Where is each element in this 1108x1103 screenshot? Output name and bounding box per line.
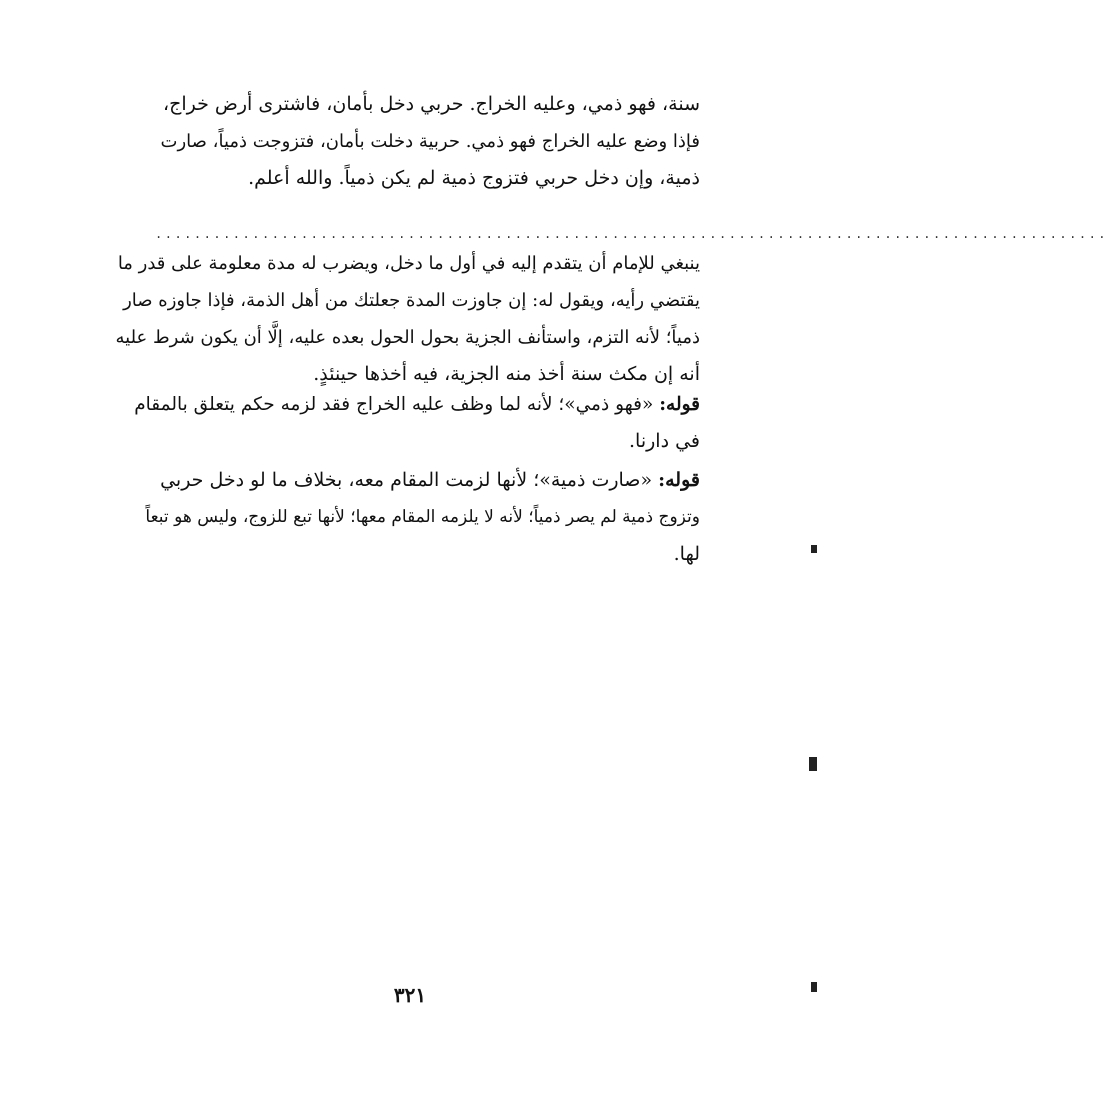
sharh-line: في دارنا. (629, 430, 700, 452)
scan-edge-mark (811, 982, 817, 992)
sharh-line: ينبغي للإمام أن يتقدم إليه في أول ما دخل، ويضرب له مدة معلومة على قدر ما (117, 253, 700, 274)
sharh-text: «فهو ذمي»؛ لأنه لما وظف عليه الخراج فقد لزمه حكم يتعلق بالمقام (134, 394, 660, 415)
scan-edge-mark (809, 757, 817, 771)
sharh-line: أنه إن مكث سنة أخذ منه الجزية، فيه أخذها حينئذٍ. (313, 363, 700, 385)
sharh-paragraph-2 (134, 386, 700, 460)
sharh-paragraph-3 (138, 462, 700, 573)
sharh-paragraph-1 (108, 245, 700, 393)
scan-edge-mark (811, 545, 817, 553)
dotted-separator: .................................................................................................. (155, 227, 1108, 241)
sharh-text: «صارت ذمية»؛ لأنها لزمت المقام معه، بخلاف ما لو دخل حربي (160, 469, 659, 491)
sharh-line (134, 386, 700, 423)
qawlah-label: قوله: (659, 394, 700, 415)
sharh-line (138, 462, 700, 499)
matn-line: فإذا وضع عليه الخراج فهو ذمي. حربية دخلت بأمان، فتزوجت ذمياً، صارت (160, 131, 700, 152)
matn-line: ذمية، وإن دخل حربي فتزوج ذمية لم يكن ذمياً. والله أعلم. (248, 167, 700, 189)
matn-line: سنة، فهو ذمي، وعليه الخراج. حربي دخل بأمان، فاشترى أرض خراج، (162, 93, 700, 115)
sharh-line: ذمياً؛ لأنه التزم، واستأنف الجزية بحول الحول بعده عليه، إلَّا أن يكون شرط عليه (115, 327, 700, 348)
sharh-line: يقتضي رأيه، ويقول له: إن جاوزت المدة جعلتك من أهل الذمة، فإذا جاوزه صار (123, 290, 700, 311)
sharh-line: لها. (673, 543, 700, 565)
sharh-line: وتزوج ذمية لم يصر ذمياً؛ لأنه لا يلزمه المقام معها؛ لأنها تبع للزوج، وليس هو تبعاً (145, 507, 700, 527)
page-number: ٣٢١ (393, 983, 427, 1007)
matn-text (148, 86, 700, 197)
qawlah-label: قوله: (658, 469, 700, 491)
